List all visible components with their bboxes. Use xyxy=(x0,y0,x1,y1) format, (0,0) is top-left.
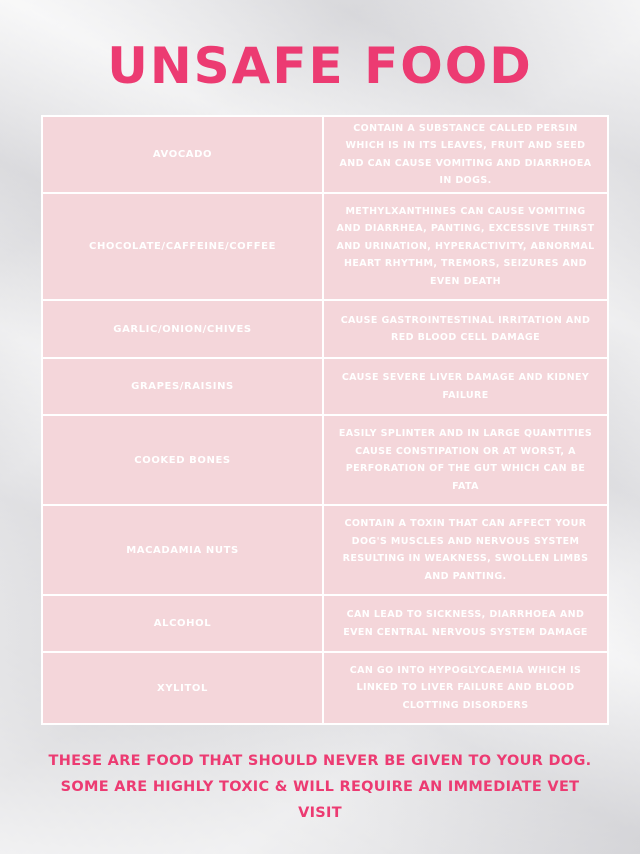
food-effect: CAUSE SEVERE LIVER DAMAGE AND KIDNEY FAILURE xyxy=(341,372,590,401)
food-name: GARLIC/ONION/CHIVES xyxy=(43,301,324,357)
food-name: COOKED BONES xyxy=(43,416,324,504)
food-effect: EASILY SPLINTER AND IN LARGE QUANTITIES CAUSE CONSTIPATION OR AT WORST, A PERFORATION OF THE GUT WHICH CAN BE FATA xyxy=(338,428,593,492)
table-row xyxy=(43,506,607,596)
food-effect: CAUSE GASTROINTESTINAL IRRITATION AND RED BLOOD CELL DAMAGE xyxy=(340,314,591,343)
page-title: UNSAFE FOOD xyxy=(107,37,533,95)
food-name: ALCOHOL xyxy=(43,596,324,651)
food-name: MACADAMIA NUTS xyxy=(43,506,324,594)
food-effect: CAN GO INTO HYPOGLYCAEMIA WHICH IS LINKED TO LIVER FAILURE AND BLOOD CLOTTING DISORDERS xyxy=(349,664,582,711)
food-name: GRAPES/RAISINS xyxy=(43,359,324,414)
table-row xyxy=(43,194,607,301)
food-effect: CONTAIN A SUBSTANCE CALLED PERSIN WHICH IS IN ITS LEAVES, FRUIT AND SEED AND CAN CAUSE VOMITING AND DIARRHOEA IN DOGS. xyxy=(339,122,592,186)
footer-note: THESE ARE FOOD THAT SHOULD NEVER BE GIVEN TO YOUR DOG. SOME ARE HIGHLY TOXIC & WILL REQUIRE AN IMMEDIATE VET VISIT xyxy=(48,753,592,821)
table-row xyxy=(43,301,607,359)
food-effect: CAN LEAD TO SICKNESS, DIARRHOEA AND EVEN CENTRAL NERVOUS SYSTEM DAMAGE xyxy=(343,609,588,638)
food-effect: CONTAIN A TOXIN THAT CAN AFFECT YOUR DOG'S MUSCLES AND NERVOUS SYSTEM RESULTING IN WEAKNESS, SWOLLEN LIMBS AND PANTING. xyxy=(342,518,589,582)
food-name: AVOCADO xyxy=(43,117,324,192)
food-name: CHOCOLATE/CAFFEINE/COFFEE xyxy=(43,194,324,299)
food-name: XYLITOL xyxy=(43,653,324,723)
table-row xyxy=(43,416,607,506)
table-row xyxy=(43,596,607,653)
unsafe-food-table xyxy=(41,115,609,725)
food-effect: METHYLXANTHINES CAN CAUSE VOMITING AND DIARRHEA, PANTING, EXCESSIVE THIRST AND URINATION, HYPERACTIVITY, ABNORMAL HEART RHYTHM, TREMORS, SEIZURES AND EVEN DEATH xyxy=(336,205,595,287)
table-row xyxy=(43,117,607,194)
table-row xyxy=(43,653,607,723)
table-row xyxy=(43,359,607,416)
